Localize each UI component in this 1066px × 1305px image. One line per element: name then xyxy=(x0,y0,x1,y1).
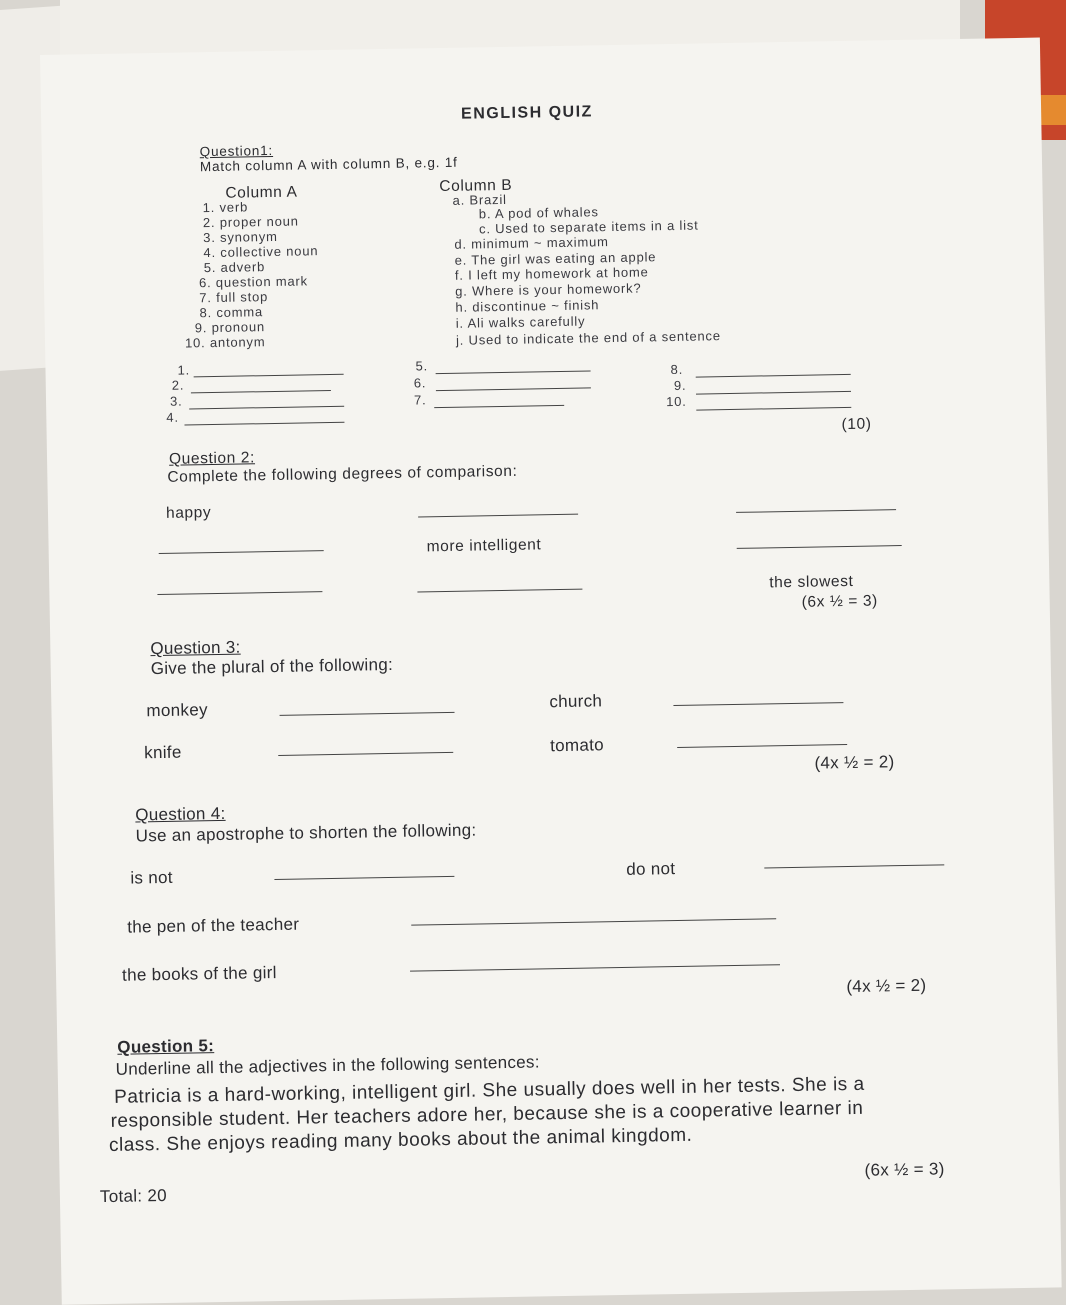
answer-blank[interactable] xyxy=(184,422,344,426)
answer-blank[interactable] xyxy=(736,509,896,513)
answer-blank[interactable] xyxy=(673,702,843,706)
col-a-item: 5. adverb xyxy=(203,259,266,276)
answer-number: 10. xyxy=(666,393,687,410)
answer-number: 2. xyxy=(171,377,185,393)
column-a-header: Column A xyxy=(225,183,298,202)
q3-word: church xyxy=(549,691,603,712)
q3-word: monkey xyxy=(146,700,208,721)
col-a-item: 4. collective noun xyxy=(203,243,319,261)
col-b-item: c. Used to separate items in a list xyxy=(478,217,699,237)
answer-blank[interactable] xyxy=(194,374,344,378)
col-a-item: 10. antonym xyxy=(184,334,266,351)
answer-number: 4. xyxy=(166,409,179,425)
answer-blank[interactable] xyxy=(157,591,322,595)
q4-item: is not xyxy=(130,867,173,888)
answer-blank[interactable] xyxy=(191,390,331,393)
col-a-item: 1. verb xyxy=(202,199,249,216)
answer-blank[interactable] xyxy=(436,370,591,374)
answer-number: 8. xyxy=(670,361,684,378)
q4-heading: Question 4: xyxy=(135,803,226,825)
answer-blank[interactable] xyxy=(189,406,344,410)
col-b-item: d. minimum ~ maximum xyxy=(454,234,609,252)
q5-heading: Question 5: xyxy=(117,1036,215,1057)
col-a-item: 3. synonym xyxy=(203,228,278,246)
q2-word: more intelligent xyxy=(426,536,542,556)
answer-blank[interactable] xyxy=(418,514,578,518)
q3-marks: (4x ½ = 2) xyxy=(814,752,895,773)
q3-heading: Question 3: xyxy=(150,637,241,659)
answer-blank[interactable] xyxy=(764,864,944,868)
col-a-item: 8. comma xyxy=(199,304,264,321)
q1-instruction: Match column A with column B, e.g. 1f xyxy=(199,154,458,175)
answer-blank[interactable] xyxy=(737,545,902,549)
col-b-item: g. Where is your homework? xyxy=(455,280,642,299)
answer-blank[interactable] xyxy=(417,589,582,593)
answer-number: 7. xyxy=(413,392,427,408)
column-b-header: Column B xyxy=(439,176,513,196)
answer-blank[interactable] xyxy=(278,752,453,756)
total-marks: Total: 20 xyxy=(99,1185,168,1207)
q5-passage-line: Patricia is a hard-working, intelligent girl. She usually does well in her tests. She is a xyxy=(114,1073,865,1108)
col-b-item: i. Ali walks carefully xyxy=(455,313,586,331)
answer-blank[interactable] xyxy=(280,712,455,716)
q3-word: knife xyxy=(144,742,182,763)
answer-number: 1. xyxy=(177,362,191,378)
col-b-item: a. Brazil xyxy=(452,191,507,208)
answer-blank[interactable] xyxy=(411,918,776,925)
answer-blank[interactable] xyxy=(696,407,851,411)
q3-word: tomato xyxy=(549,735,605,756)
q4-instruction: Use an apostrophe to shorten the following: xyxy=(135,820,477,846)
answer-blank[interactable] xyxy=(274,876,454,880)
q3-instruction: Give the plural of the following: xyxy=(150,654,394,679)
answer-blank[interactable] xyxy=(410,964,780,971)
answer-blank[interactable] xyxy=(696,391,851,395)
q5-passage-line: responsible student. Her teachers adore her, because she is a cooperative learner in xyxy=(110,1097,864,1132)
answer-number: 6. xyxy=(413,375,427,391)
col-b-item: j. Used to indicate the end of a sentence xyxy=(455,328,721,348)
col-b-item: b. A pod of whales xyxy=(478,204,599,222)
col-a-item: 9. pronoun xyxy=(194,319,266,336)
col-b-item: e. The girl was eating an apple xyxy=(454,249,657,268)
q4-item: the pen of the teacher xyxy=(127,914,300,937)
col-b-item: f. I left my homework at home xyxy=(454,264,649,283)
answer-blank[interactable] xyxy=(677,744,847,748)
q4-item: the books of the girl xyxy=(121,963,277,985)
col-a-item: 7. full stop xyxy=(199,289,269,306)
quiz-sheet xyxy=(40,38,1062,1305)
col-a-item: 6. question mark xyxy=(198,273,309,291)
q1-heading: Question1: xyxy=(199,142,274,160)
col-a-item: 2. proper noun xyxy=(202,213,299,231)
q5-passage-line: class. She enjoys reading many books about the animal kingdom. xyxy=(108,1124,693,1156)
q1-marks: (10) xyxy=(841,415,872,434)
answer-blank[interactable] xyxy=(696,374,851,378)
q2-word: the slowest xyxy=(769,572,854,592)
q4-item: do not xyxy=(626,859,676,879)
q2-marks: (6x ½ = 3) xyxy=(801,592,879,611)
answer-blank[interactable] xyxy=(434,405,564,408)
answer-number: 5. xyxy=(415,358,429,374)
answer-blank[interactable] xyxy=(159,550,324,554)
q5-marks: (6x ½ = 3) xyxy=(864,1159,945,1180)
q4-marks: (4x ½ = 2) xyxy=(846,975,927,997)
q2-word: happy xyxy=(165,504,212,522)
q5-instruction: Underline all the adjectives in the following sentences: xyxy=(115,1052,540,1079)
answer-number: 9. xyxy=(673,377,687,393)
quiz-title: ENGLISH QUIZ xyxy=(460,103,594,123)
answer-number: 3. xyxy=(169,393,183,409)
q2-instruction: Complete the following degrees of comparison: xyxy=(167,462,518,486)
col-b-item: h. discontinue ~ finish xyxy=(455,297,600,315)
answer-blank[interactable] xyxy=(436,387,591,391)
q2-heading: Question 2: xyxy=(168,449,256,468)
